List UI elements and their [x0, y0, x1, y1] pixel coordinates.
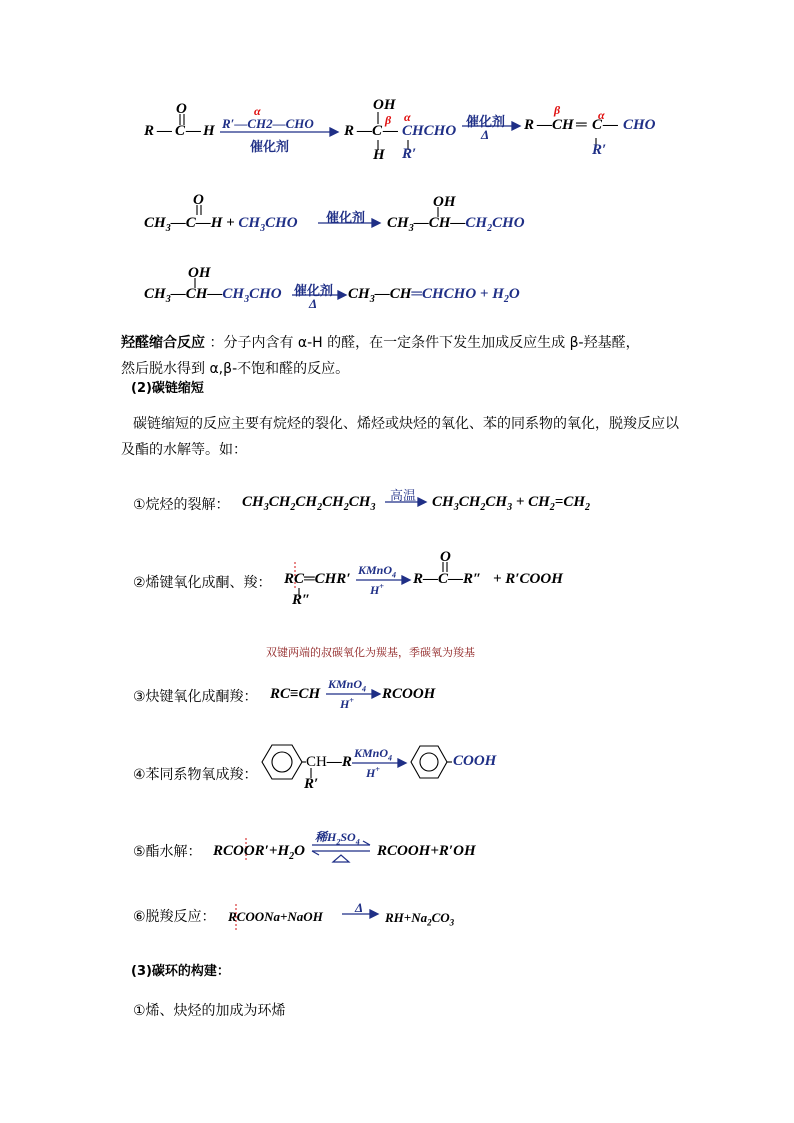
item1-cond: 高温 — [390, 489, 417, 504]
item3-label: ③炔键氧化成酮羧： — [133, 689, 258, 705]
item2-sub: R″ — [292, 592, 311, 608]
item6-label: ⑥脱羧反应： — [133, 909, 216, 925]
item5-cond: 稀$H_2SO_4$ — [315, 830, 360, 847]
r3-delta: Δ — [309, 296, 318, 311]
r1-product-OH: OH — [373, 97, 396, 113]
aldol-definition — [121, 330, 640, 382]
r1-alpha: α — [254, 104, 261, 118]
r3-catalyst: 催化剂 — [294, 284, 334, 299]
aldol-line2: 然后脱水得到 α,β-不饱和醛的反应。 — [121, 361, 350, 377]
r1-product-beta: β — [385, 113, 392, 127]
item4-sub: R′ — [304, 776, 319, 792]
r1-reagent: R′—CH2—CHO — [222, 116, 314, 131]
item3-cond-top: KMnO$_4$ — [328, 677, 367, 694]
item2-cond-bot: H+ — [370, 582, 384, 597]
item1-left: $CH_3CH_2CH_2CH_2CH_3$ — [242, 494, 376, 513]
r1-final-C: C — [592, 117, 603, 133]
item4-label: ④苯同系物氧成羧： — [133, 767, 258, 783]
item6-cond: Δ — [355, 900, 364, 915]
item6-left: RCOONa+NaOH — [228, 909, 323, 924]
item3-cond-bot: H+ — [340, 696, 354, 711]
r1-final-bond: — — [537, 117, 552, 133]
r1-bond2: — — [186, 123, 201, 139]
item1-label: ①烷烃的裂解： — [133, 497, 230, 513]
section2-intro: 碳链缩短的反应主要有烷烃的裂化、烯烃或炔烃的氧化、苯的同系物的氧化，脱羧反应以及酯的水解等。如： — [121, 416, 679, 458]
r1-final-beta: β — [554, 103, 561, 117]
item2-note: 双键两端的叔碳氧化为羰基，季碳氧为羧基 — [266, 646, 475, 659]
r1-delta: Δ — [481, 127, 490, 142]
r1-product-Rp: R′ — [402, 146, 417, 162]
item5-left: $RCOOR'+H_2O$ — [213, 843, 305, 862]
r1-H: H — [203, 123, 215, 139]
item4-left: CH—R — [306, 754, 352, 770]
item2-O: O — [440, 549, 451, 565]
section3-heading: (3)碳环的构建： — [131, 964, 230, 979]
r2-O: O — [193, 192, 204, 208]
item1-right: $CH_3CH_2CH_3 + CH_2=CH_2$ — [432, 494, 591, 513]
r1-product-bond2: — — [383, 123, 398, 139]
r1-final-Rp: R′ — [592, 142, 607, 158]
r1-product-CHCHO: CHCHO — [402, 123, 457, 139]
item2-right: R—C—R″ — [413, 571, 482, 587]
r1-product-H: H — [373, 147, 385, 163]
item2-extra: + R′COOH — [493, 571, 563, 587]
r1-final-alpha: α — [598, 108, 605, 122]
section3-item1: ①烯、炔烃的加成为环烯 — [133, 1003, 286, 1019]
section2-heading: (2)碳链缩短 — [131, 381, 204, 396]
r2-OH: OH — [433, 194, 456, 210]
r3-left: $CH_3—CH—CH_3CHO$ — [144, 286, 282, 305]
item3-right: RCOOH — [382, 686, 436, 702]
r1-O: O — [176, 101, 187, 117]
item4-cond-bot: H+ — [366, 765, 380, 780]
item2-cond-top: KMnO$_4$ — [358, 563, 397, 580]
item5-label: ⑤酯水解： — [133, 844, 202, 860]
item2-left: RC═CHR′ — [284, 571, 351, 587]
r1-product-R: R — [344, 123, 355, 139]
r1-catalyst: 催化剂 — [250, 140, 290, 155]
r1-R: R — [144, 123, 155, 139]
item6-right: $RH+Na_2CO_3$ — [385, 910, 455, 928]
r1-final-dbond: ═ — [576, 117, 587, 133]
r3-right: $CH_3—CH═CHCHO + H_2O$ — [348, 286, 520, 305]
item4-right: COOH — [453, 753, 497, 769]
aldol-line1: ：分子内含有 α-H 的醛，在一定条件下发生加成反应生成 β-羟基醛， — [209, 335, 640, 351]
r1-final-bond2: — — [603, 117, 618, 133]
r1-catalyst-2: 催化剂 — [466, 115, 506, 130]
item2-label: ②烯键氧化成酮、羧： — [133, 575, 272, 591]
r2-right: $CH_3—CH—CH_2CHO$ — [387, 215, 525, 234]
r1-final-CHO: CHO — [623, 117, 656, 133]
r1-final-R: R — [524, 117, 535, 133]
r1-product-C: C — [372, 123, 383, 139]
r1-C: C — [175, 123, 186, 139]
r1-final-CH: CH — [552, 117, 574, 133]
r2-catalyst: 催化剂 — [326, 211, 366, 226]
item5-right: RCOOH+R′OH — [377, 843, 476, 859]
r1-product-bond: — — [357, 123, 372, 139]
r2-left: $CH_3—C—H + CH_3CHO$ — [144, 215, 298, 234]
r3-OH: OH — [188, 265, 211, 281]
r1-bond: — — [157, 123, 172, 139]
aldol-title: 羟醛缩合反应 — [121, 335, 205, 351]
r1-product-alpha: α — [404, 110, 411, 124]
item3-left: RC≡CH — [270, 686, 321, 702]
item4-cond-top: KMnO$_4$ — [354, 746, 393, 763]
